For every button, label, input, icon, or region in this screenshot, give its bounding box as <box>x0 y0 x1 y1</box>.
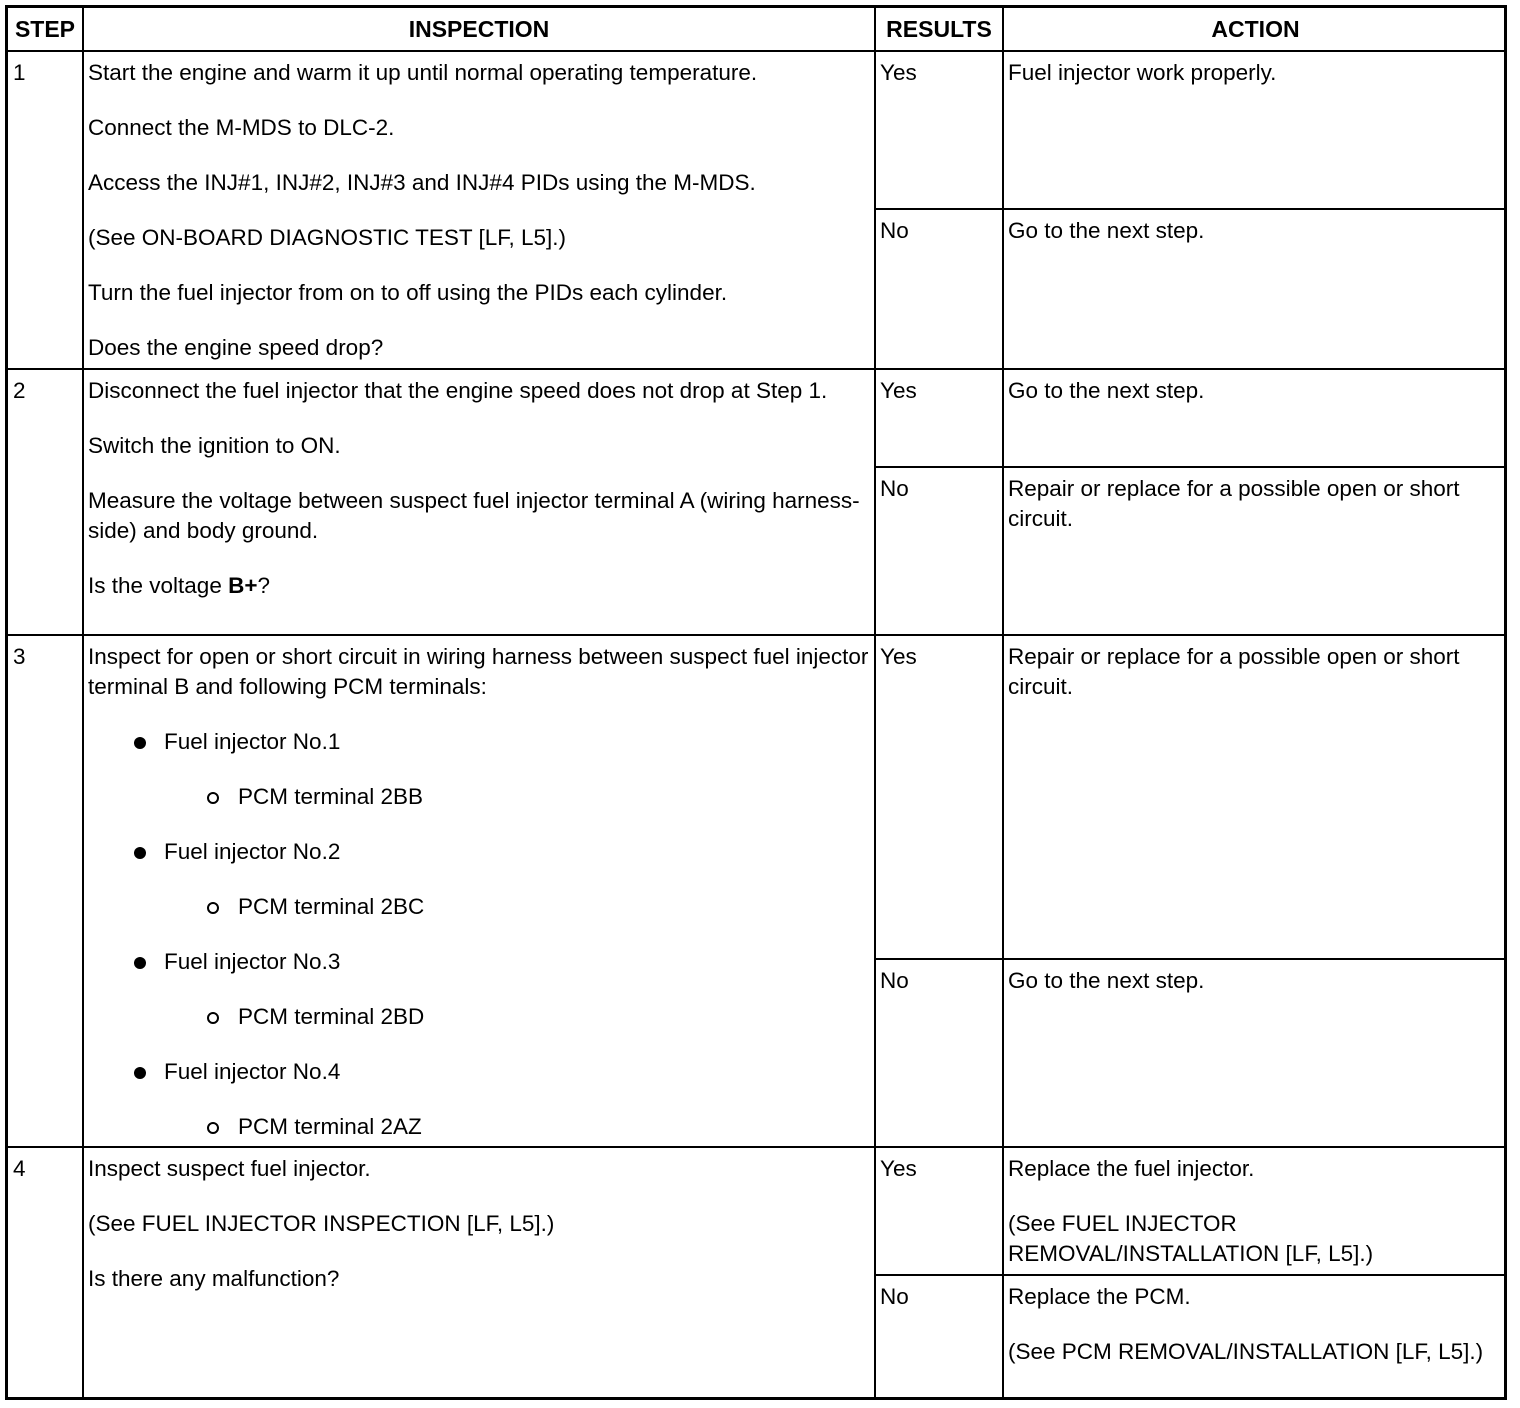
step-number: 1 <box>13 60 26 85</box>
action-cell <box>1008 966 1503 996</box>
sub-list-item <box>88 1112 874 1142</box>
inspection-text: Turn the fuel injector from on to off using the PIDs each cylinder. <box>88 280 728 305</box>
result-yes: Yes <box>880 1156 917 1181</box>
action-text: Repair or replace for a possible open or short circuit. <box>1008 476 1460 531</box>
inspection-text: Connect the M-MDS to DLC-2. <box>88 115 395 140</box>
result-yes: Yes <box>880 644 917 669</box>
action-cell <box>1008 642 1503 702</box>
action-text: Repair or replace for a possible open or short circuit. <box>1008 644 1460 699</box>
list-item <box>88 727 874 757</box>
result-no: No <box>880 476 909 501</box>
inspection-text: (See FUEL INJECTOR INSPECTION [LF, L5].) <box>88 1211 555 1236</box>
inspection-text: Start the engine and warm it up until normal operating temperature. <box>88 60 758 85</box>
action-text: Replace the fuel injector. <box>1008 1156 1255 1181</box>
col-divider <box>874 8 876 1400</box>
sub-list-item <box>88 892 874 922</box>
circle-bullet-icon <box>207 1012 219 1024</box>
row-divider <box>8 634 1507 636</box>
result-divider <box>874 958 1507 960</box>
row-divider <box>8 1146 1507 1148</box>
list-item-text: Fuel injector No.3 <box>164 949 341 974</box>
step-number: 4 <box>13 1156 26 1181</box>
sub-list-item-text: PCM terminal 2BC <box>238 894 425 919</box>
bullet-icon <box>134 737 146 749</box>
result-yes: Yes <box>880 378 917 403</box>
circle-bullet-icon <box>207 792 219 804</box>
bullet-icon <box>134 847 146 859</box>
result-yes: Yes <box>880 60 917 85</box>
inspection-question <box>88 571 874 601</box>
action-cell <box>1008 216 1503 246</box>
action-text: (See PCM REMOVAL/INSTALLATION [LF, L5].) <box>1008 1339 1484 1364</box>
result-divider <box>874 208 1507 210</box>
header-inspection: INSPECTION <box>408 15 550 42</box>
action-text: Go to the next step. <box>1008 968 1205 993</box>
inspection-text: Is there any malfunction? <box>88 1266 340 1291</box>
action-text: (See FUEL INJECTOR REMOVAL/INSTALLATION [LF, L5].) <box>1008 1211 1374 1266</box>
action-cell <box>1008 58 1503 88</box>
inspection-text: Measure the voltage between suspect fuel injector terminal A (wiring harness-side) and body ground. <box>88 488 860 543</box>
result-no: No <box>880 1284 909 1309</box>
action-cell <box>1008 1154 1503 1269</box>
inspection-text: Does the engine speed drop? <box>88 335 384 360</box>
inspection-cell <box>88 1154 874 1294</box>
step-number: 3 <box>13 644 26 669</box>
sub-list-item-text: PCM terminal 2AZ <box>238 1114 422 1139</box>
question-text: Is the voltage <box>88 573 229 598</box>
question-text: ? <box>257 573 270 598</box>
inspection-text: Access the INJ#1, INJ#2, INJ#3 and INJ#4 PIDs using the M-MDS. <box>88 170 756 195</box>
sub-list-item <box>88 782 874 812</box>
row-divider <box>8 50 1507 52</box>
header-results: RESULTS <box>886 15 992 42</box>
result-divider <box>874 466 1507 468</box>
inspection-cell <box>88 58 874 363</box>
list-item-text: Fuel injector No.2 <box>164 839 341 864</box>
step-number: 2 <box>13 378 26 403</box>
action-cell <box>1008 376 1503 406</box>
list-item <box>88 1057 874 1087</box>
action-text: Replace the PCM. <box>1008 1284 1191 1309</box>
action-text: Go to the next step. <box>1008 218 1205 243</box>
sub-list-item-text: PCM terminal 2BD <box>238 1004 425 1029</box>
action-text: Fuel injector work properly. <box>1008 60 1277 85</box>
sub-list-item-text: PCM terminal 2BB <box>238 784 424 809</box>
result-no: No <box>880 968 909 993</box>
col-divider <box>82 8 84 1400</box>
diagnostic-table <box>5 5 1507 1400</box>
list-item <box>88 837 874 867</box>
result-no: No <box>880 218 909 243</box>
row-divider <box>8 368 1507 370</box>
inspection-text: Disconnect the fuel injector that the engine speed does not drop at Step 1. <box>88 378 828 403</box>
action-cell <box>1008 474 1503 534</box>
question-emphasis: B+ <box>228 573 258 598</box>
bullet-icon <box>134 1067 146 1079</box>
header-action: ACTION <box>1211 15 1300 42</box>
list-item-text: Fuel injector No.4 <box>164 1059 341 1084</box>
result-divider <box>874 1274 1507 1276</box>
circle-bullet-icon <box>207 902 219 914</box>
inspection-text: Switch the ignition to ON. <box>88 433 341 458</box>
inspection-cell <box>88 376 874 601</box>
inspection-text: Inspect suspect fuel injector. <box>88 1156 371 1181</box>
inspection-text: (See ON-BOARD DIAGNOSTIC TEST [LF, L5].) <box>88 225 567 250</box>
sub-list-item <box>88 1002 874 1032</box>
inspection-text: Inspect for open or short circuit in wiring harness between suspect fuel injector terminal B and following PCM terminals: <box>88 644 869 699</box>
action-cell <box>1008 1282 1503 1367</box>
list-item-text: Fuel injector No.1 <box>164 729 341 754</box>
action-text: Go to the next step. <box>1008 378 1205 403</box>
list-item <box>88 947 874 977</box>
bullet-icon <box>134 957 146 969</box>
circle-bullet-icon <box>207 1122 219 1134</box>
col-divider <box>1002 8 1004 1400</box>
inspection-cell <box>88 642 874 1142</box>
header-step: STEP <box>14 15 76 42</box>
